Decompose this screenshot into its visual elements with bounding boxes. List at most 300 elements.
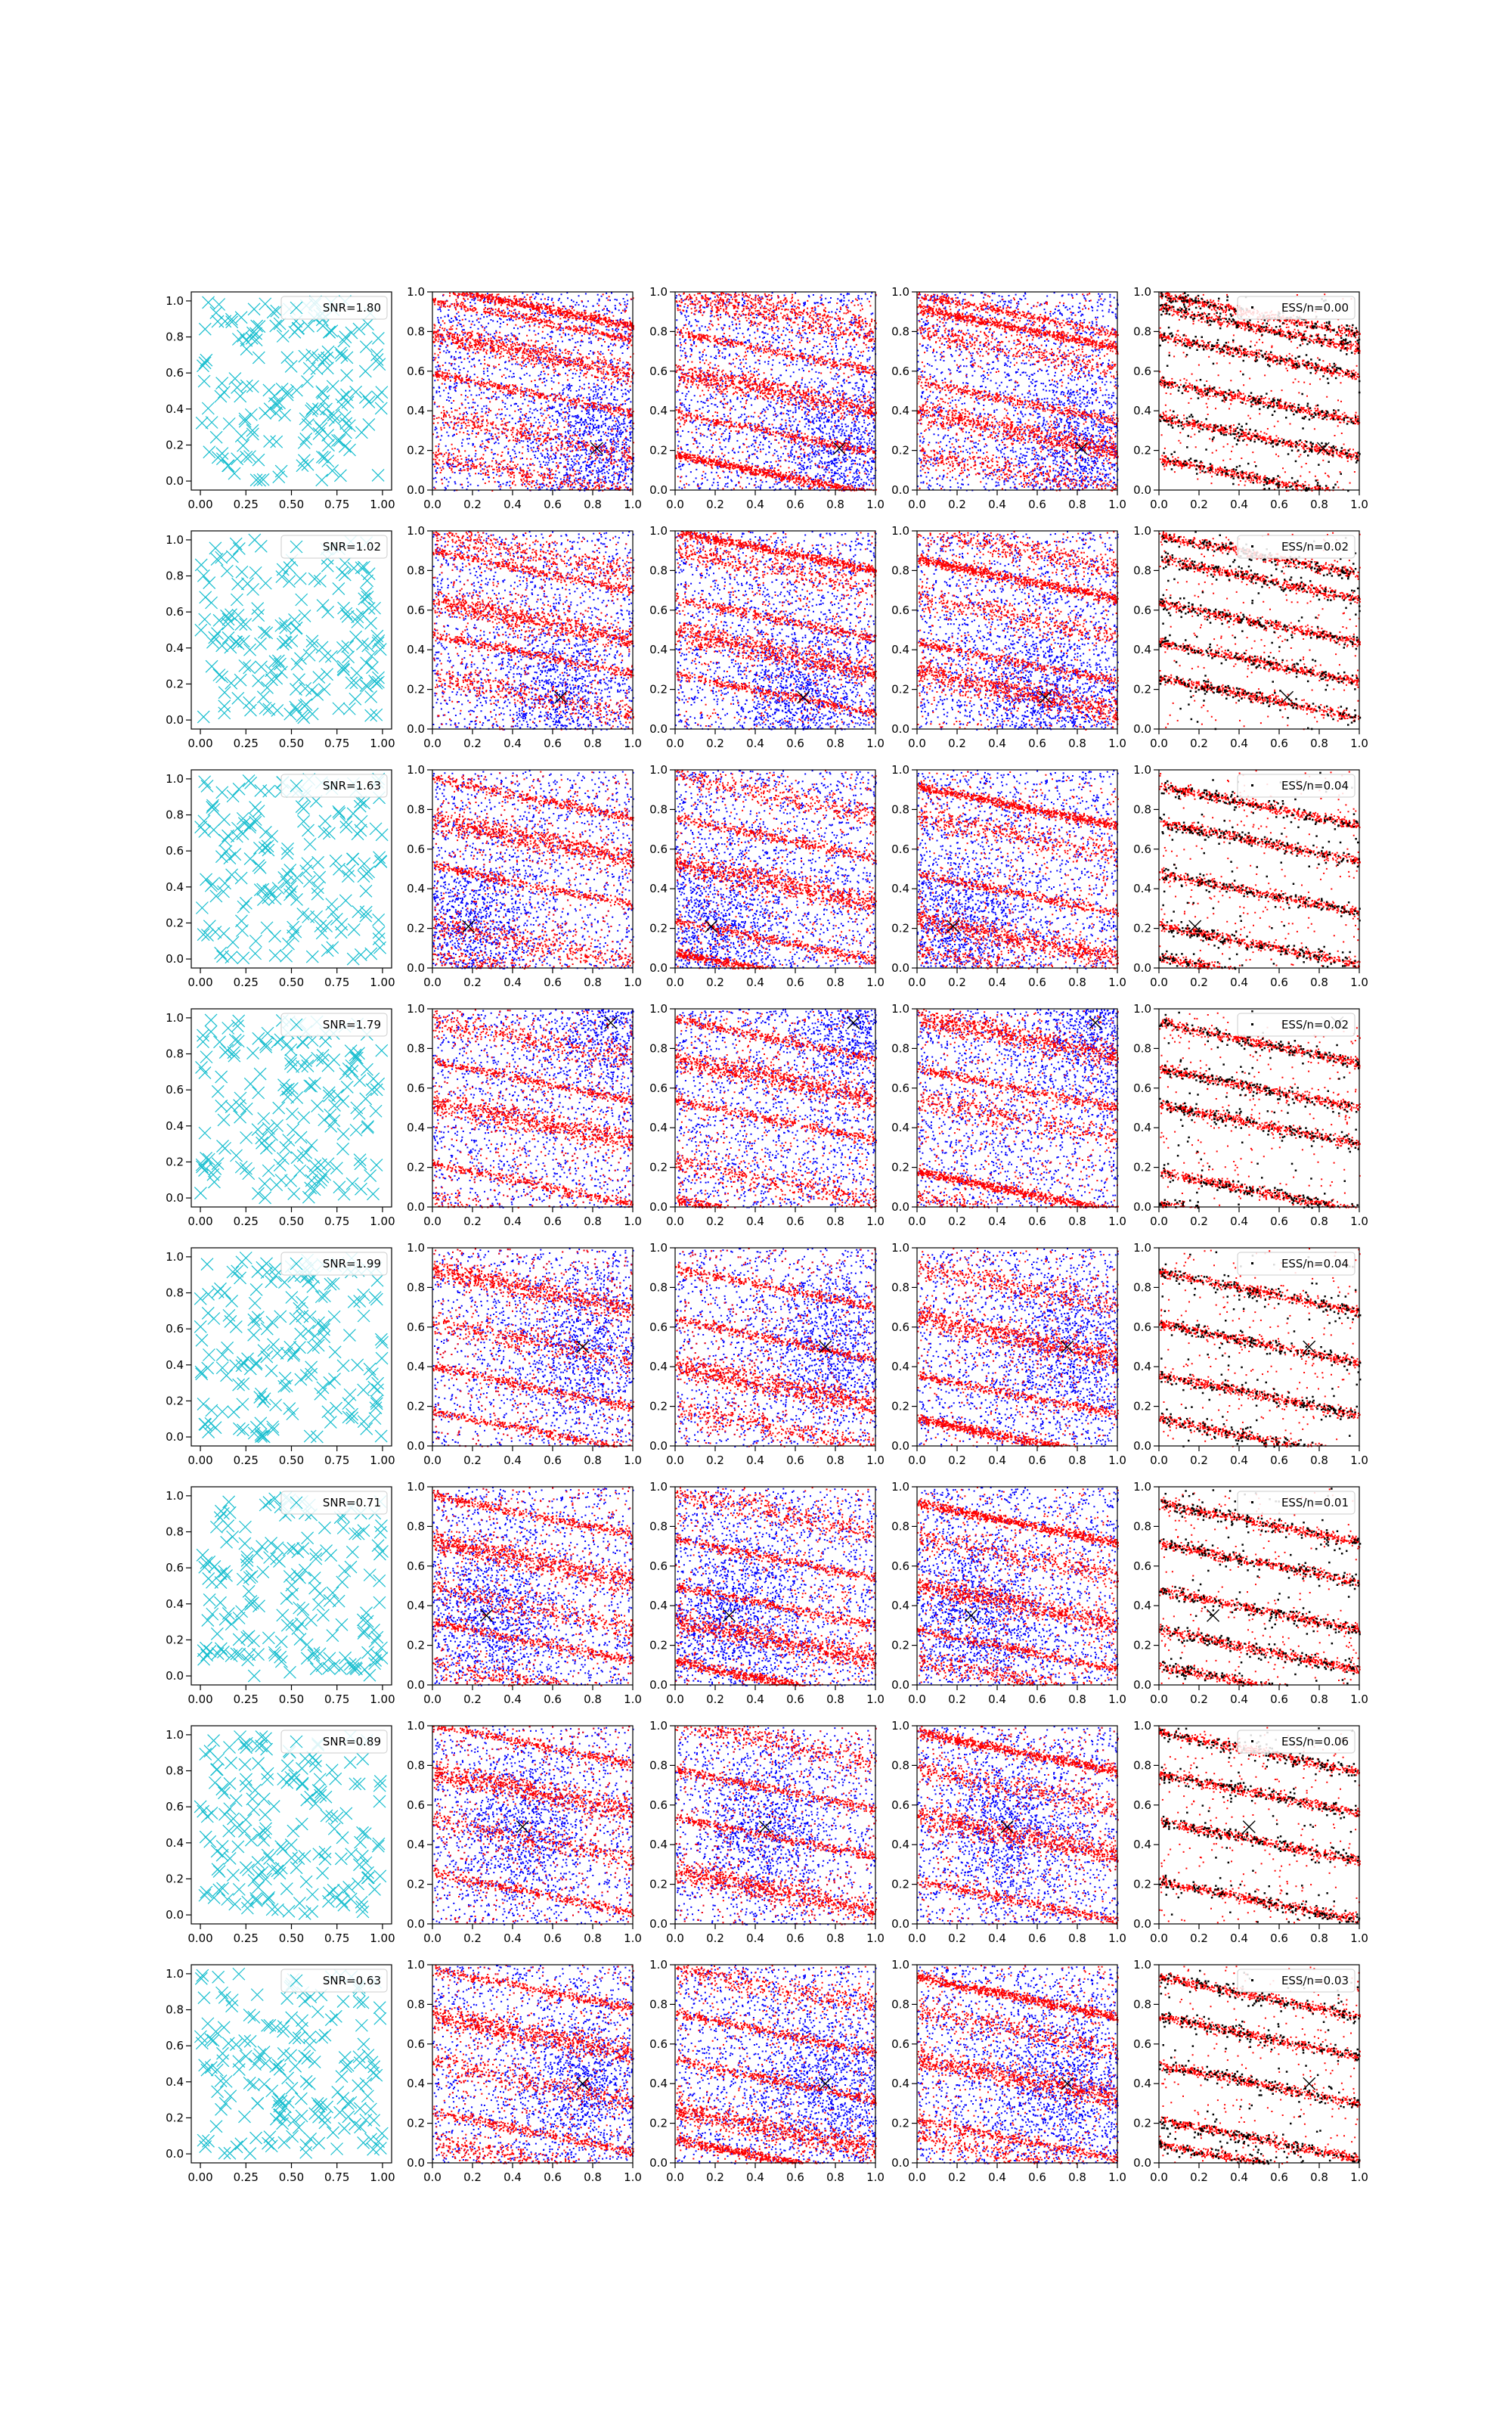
panel-r2-c3 bbox=[649, 524, 885, 750]
x-tick-label: 0.6 bbox=[1028, 1215, 1046, 1228]
panel-background bbox=[191, 1009, 392, 1207]
y-tick-label: 0.8 bbox=[1133, 1519, 1151, 1534]
y-tick-label: 0.8 bbox=[1133, 1758, 1151, 1773]
y-tick-label: 0.8 bbox=[649, 1997, 668, 2012]
x-tick-label: 0.50 bbox=[278, 1454, 305, 1467]
y-tick-label: 0.2 bbox=[891, 1160, 909, 1174]
x-tick-label: 0.6 bbox=[544, 737, 562, 750]
y-tick-label: 0.0 bbox=[407, 1678, 425, 1692]
x-tick-label: 0.4 bbox=[503, 976, 522, 989]
x-tick-label: 0.00 bbox=[187, 1692, 213, 1706]
x-tick-label: 0.0 bbox=[1150, 737, 1168, 750]
y-tick-label: 0.6 bbox=[649, 364, 668, 378]
y-tick-label: 1.0 bbox=[1133, 285, 1151, 299]
x-tick-label: 0.6 bbox=[1270, 976, 1288, 989]
y-tick-label: 0.0 bbox=[166, 713, 184, 728]
x-tick-label: 0.2 bbox=[706, 498, 724, 511]
y-tick-label: 0.8 bbox=[891, 1758, 909, 1773]
panel-r7-c1 bbox=[166, 1726, 395, 1945]
y-tick-label: 1.0 bbox=[166, 293, 184, 308]
y-tick-label: 0.8 bbox=[891, 1041, 909, 1056]
x-tick-label: 0.75 bbox=[324, 1692, 350, 1706]
x-tick-label: 1.00 bbox=[370, 1215, 395, 1228]
y-tick-label: 0.8 bbox=[649, 1280, 668, 1295]
x-tick-label: 0.8 bbox=[1310, 498, 1328, 511]
x-tick-label: 0.00 bbox=[187, 498, 213, 511]
panel-r5-c3 bbox=[649, 1241, 885, 1467]
x-tick-label: 0.6 bbox=[1270, 737, 1288, 750]
y-tick-label: 1.0 bbox=[891, 1241, 909, 1255]
y-tick-label: 0.2 bbox=[166, 2111, 184, 2125]
x-tick-label: 0.8 bbox=[826, 737, 844, 750]
y-tick-label: 0.8 bbox=[649, 563, 668, 578]
x-tick-label: 0.6 bbox=[544, 1692, 562, 1706]
x-tick-label: 0.2 bbox=[1190, 498, 1208, 511]
y-tick-label: 0.0 bbox=[649, 483, 668, 497]
y-tick-label: 0.2 bbox=[1133, 1877, 1151, 1891]
y-tick-label: 0.2 bbox=[407, 443, 425, 458]
y-tick-label: 0.4 bbox=[166, 1835, 184, 1850]
y-tick-label: 0.0 bbox=[891, 2156, 909, 2170]
x-tick-label: 0.4 bbox=[503, 1692, 522, 1706]
x-tick-label: 1.0 bbox=[1108, 1692, 1126, 1706]
y-tick-label: 0.0 bbox=[407, 722, 425, 736]
y-tick-label: 0.8 bbox=[1133, 1280, 1151, 1295]
legend-marker bbox=[1251, 1262, 1253, 1264]
y-tick-label: 0.4 bbox=[649, 1599, 668, 1613]
y-tick-label: 0.8 bbox=[166, 1525, 184, 1539]
y-tick-label: 0.2 bbox=[1133, 682, 1151, 697]
x-tick-label: 0.25 bbox=[233, 737, 259, 750]
y-tick-label: 0.2 bbox=[649, 682, 668, 697]
x-tick-label: 0.4 bbox=[1230, 1931, 1248, 1945]
y-tick-label: 0.8 bbox=[891, 1280, 909, 1295]
y-tick-label: 0.2 bbox=[649, 921, 668, 935]
y-tick-label: 0.6 bbox=[407, 364, 425, 378]
x-tick-label: 0.75 bbox=[324, 1931, 350, 1945]
x-tick-label: 0.50 bbox=[278, 1931, 305, 1945]
y-tick-label: 0.8 bbox=[649, 324, 668, 339]
y-tick-label: 1.0 bbox=[166, 1249, 184, 1264]
x-tick-label: 0.0 bbox=[1150, 1215, 1168, 1228]
panel-r7-c2 bbox=[407, 1719, 642, 1945]
x-tick-label: 0.25 bbox=[233, 2170, 259, 2184]
y-tick-label: 0.8 bbox=[891, 1519, 909, 1534]
x-tick-label: 0.8 bbox=[1068, 2170, 1086, 2184]
y-tick-label: 0.4 bbox=[649, 1360, 668, 1374]
y-tick-label: 0.6 bbox=[891, 364, 909, 378]
y-tick-label: 0.8 bbox=[1133, 802, 1151, 817]
x-tick-label: 0.2 bbox=[948, 1454, 966, 1467]
snr-legend bbox=[281, 1252, 387, 1275]
legend-label: SNR=1.79 bbox=[322, 1018, 381, 1032]
x-tick-label: 0.25 bbox=[233, 1692, 259, 1706]
y-tick-label: 1.0 bbox=[891, 1480, 909, 1494]
x-tick-label: 0.2 bbox=[948, 2170, 966, 2184]
x-tick-label: 0.4 bbox=[746, 1692, 764, 1706]
y-tick-label: 1.0 bbox=[1133, 1480, 1151, 1494]
y-tick-label: 0.8 bbox=[166, 330, 184, 344]
y-tick-label: 1.0 bbox=[649, 1002, 668, 1016]
y-tick-label: 0.4 bbox=[891, 1599, 909, 1613]
x-tick-label: 1.0 bbox=[1350, 1692, 1368, 1706]
x-tick-label: 0.0 bbox=[666, 1931, 684, 1945]
x-tick-label: 0.75 bbox=[324, 976, 350, 989]
x-tick-label: 1.0 bbox=[1108, 498, 1126, 511]
x-tick-label: 0.4 bbox=[503, 1454, 522, 1467]
x-tick-label: 0.6 bbox=[1028, 498, 1046, 511]
y-tick-label: 0.4 bbox=[166, 2074, 184, 2089]
x-tick-label: 0.2 bbox=[1190, 737, 1208, 750]
y-tick-label: 0.0 bbox=[891, 1200, 909, 1214]
x-tick-label: 0.8 bbox=[584, 2170, 602, 2184]
panel-r4-c3 bbox=[649, 1002, 885, 1228]
y-tick-label: 1.0 bbox=[407, 1241, 425, 1255]
x-tick-label: 0.0 bbox=[1150, 1931, 1168, 1945]
ess-legend bbox=[1238, 1013, 1355, 1036]
x-tick-label: 1.0 bbox=[866, 976, 885, 989]
y-tick-label: 0.4 bbox=[649, 404, 668, 418]
x-tick-label: 0.2 bbox=[706, 737, 724, 750]
legend-marker bbox=[1251, 1023, 1253, 1025]
y-tick-label: 0.4 bbox=[166, 402, 184, 416]
y-tick-label: 0.6 bbox=[166, 1561, 184, 1575]
legend-label: ESS/n=0.04 bbox=[1281, 1257, 1349, 1270]
panel-r3-c5 bbox=[1133, 763, 1368, 989]
y-tick-label: 0.4 bbox=[407, 1121, 425, 1135]
ess-legend bbox=[1238, 774, 1355, 797]
x-tick-label: 0.6 bbox=[1270, 1215, 1288, 1228]
y-tick-label: 0.8 bbox=[407, 1758, 425, 1773]
panel-r3-c4 bbox=[891, 763, 1126, 989]
y-tick-label: 0.6 bbox=[891, 1559, 909, 1573]
x-tick-label: 0.00 bbox=[187, 1454, 213, 1467]
y-tick-label: 1.0 bbox=[891, 1719, 909, 1733]
legend-label: SNR=0.63 bbox=[322, 1974, 381, 1987]
x-tick-label: 0.6 bbox=[1028, 737, 1046, 750]
y-tick-label: 0.2 bbox=[1133, 1160, 1151, 1174]
x-tick-label: 1.00 bbox=[370, 1931, 395, 1945]
y-tick-label: 1.0 bbox=[1133, 1958, 1151, 1972]
panel-r8-c3 bbox=[649, 1958, 885, 2184]
y-tick-label: 0.2 bbox=[891, 921, 909, 935]
y-tick-label: 0.4 bbox=[649, 1838, 668, 1852]
y-tick-label: 0.2 bbox=[407, 1638, 425, 1652]
y-tick-label: 0.2 bbox=[166, 1633, 184, 1647]
x-tick-label: 0.8 bbox=[1068, 1931, 1086, 1945]
x-tick-label: 0.6 bbox=[1028, 976, 1046, 989]
y-tick-label: 0.8 bbox=[1133, 1041, 1151, 1056]
y-tick-label: 1.0 bbox=[166, 532, 184, 547]
y-tick-label: 0.6 bbox=[891, 2037, 909, 2051]
panel-r1-c2 bbox=[407, 285, 642, 511]
y-tick-label: 0.8 bbox=[891, 1997, 909, 2012]
panel-background bbox=[191, 1726, 392, 1924]
y-tick-label: 1.0 bbox=[891, 763, 909, 777]
y-tick-label: 0.8 bbox=[166, 808, 184, 822]
y-tick-label: 0.0 bbox=[891, 1917, 909, 1931]
legend-label: ESS/n=0.01 bbox=[1281, 1496, 1349, 1509]
x-tick-label: 1.00 bbox=[370, 737, 395, 750]
y-tick-label: 0.4 bbox=[891, 404, 909, 418]
x-tick-label: 0.0 bbox=[1150, 498, 1168, 511]
y-tick-label: 0.0 bbox=[166, 1669, 184, 1683]
y-tick-label: 0.8 bbox=[649, 1519, 668, 1534]
y-tick-label: 0.0 bbox=[649, 2156, 668, 2170]
x-tick-label: 0.8 bbox=[1068, 498, 1086, 511]
x-tick-label: 0.2 bbox=[1190, 2170, 1208, 2184]
y-tick-label: 0.0 bbox=[649, 1917, 668, 1931]
y-tick-label: 1.0 bbox=[407, 285, 425, 299]
y-tick-label: 0.4 bbox=[166, 1357, 184, 1372]
y-tick-label: 0.0 bbox=[407, 1439, 425, 1453]
x-tick-label: 0.2 bbox=[463, 737, 482, 750]
x-tick-label: 0.8 bbox=[826, 976, 844, 989]
x-tick-label: 0.0 bbox=[908, 1454, 926, 1467]
y-tick-label: 0.2 bbox=[1133, 1638, 1151, 1652]
y-tick-label: 0.8 bbox=[407, 1519, 425, 1534]
x-tick-label: 0.0 bbox=[423, 2170, 442, 2184]
panel-background bbox=[1159, 1726, 1359, 1924]
y-tick-label: 0.2 bbox=[407, 682, 425, 697]
x-tick-label: 0.2 bbox=[706, 1692, 724, 1706]
y-tick-label: 0.0 bbox=[891, 1439, 909, 1453]
y-tick-label: 0.0 bbox=[1133, 483, 1151, 497]
y-tick-label: 0.2 bbox=[649, 1399, 668, 1413]
x-tick-label: 0.2 bbox=[463, 498, 482, 511]
panel-r6-c5 bbox=[1133, 1480, 1368, 1706]
y-tick-label: 0.6 bbox=[891, 603, 909, 617]
y-tick-label: 0.6 bbox=[891, 1798, 909, 1812]
x-tick-label: 0.6 bbox=[1028, 1931, 1046, 1945]
x-tick-label: 0.2 bbox=[463, 2170, 482, 2184]
x-tick-label: 1.0 bbox=[866, 498, 885, 511]
x-tick-label: 0.2 bbox=[1190, 1931, 1208, 1945]
snr-legend bbox=[281, 1730, 387, 1753]
y-tick-label: 0.0 bbox=[1133, 722, 1151, 736]
x-tick-label: 1.00 bbox=[370, 2170, 395, 2184]
y-tick-label: 0.8 bbox=[1133, 324, 1151, 339]
x-tick-label: 0.2 bbox=[948, 1692, 966, 1706]
legend-marker bbox=[1251, 784, 1253, 786]
y-tick-label: 0.0 bbox=[407, 1200, 425, 1214]
x-tick-label: 1.0 bbox=[866, 2170, 885, 2184]
panel-r4-c5 bbox=[1133, 1002, 1368, 1228]
y-tick-label: 0.0 bbox=[1133, 1200, 1151, 1214]
x-tick-label: 0.6 bbox=[544, 1454, 562, 1467]
x-tick-label: 0.4 bbox=[988, 1215, 1006, 1228]
panel-r1-c1 bbox=[166, 292, 395, 511]
y-tick-label: 0.6 bbox=[407, 1081, 425, 1095]
x-tick-label: 0.50 bbox=[278, 2170, 305, 2184]
x-tick-label: 0.8 bbox=[584, 1692, 602, 1706]
y-tick-label: 0.6 bbox=[166, 366, 184, 380]
y-tick-label: 0.0 bbox=[891, 961, 909, 975]
x-tick-label: 0.6 bbox=[1270, 498, 1288, 511]
x-tick-label: 1.0 bbox=[624, 1454, 642, 1467]
y-tick-label: 0.6 bbox=[166, 844, 184, 858]
x-tick-label: 0.8 bbox=[1068, 1215, 1086, 1228]
panel-r1-c5 bbox=[1133, 285, 1368, 511]
y-tick-label: 0.4 bbox=[166, 880, 184, 894]
x-tick-label: 0.2 bbox=[948, 498, 966, 511]
y-tick-label: 1.0 bbox=[891, 1002, 909, 1016]
y-tick-label: 0.4 bbox=[1133, 1838, 1151, 1852]
y-tick-label: 1.0 bbox=[649, 1480, 668, 1494]
y-tick-label: 0.2 bbox=[649, 1160, 668, 1174]
x-tick-label: 0.4 bbox=[503, 737, 522, 750]
y-tick-label: 0.0 bbox=[166, 2147, 184, 2161]
x-tick-label: 0.4 bbox=[503, 2170, 522, 2184]
panel-r3-c2 bbox=[407, 763, 642, 989]
x-tick-label: 0.0 bbox=[666, 1215, 684, 1228]
x-tick-label: 0.00 bbox=[187, 1931, 213, 1945]
y-tick-label: 0.0 bbox=[407, 1917, 425, 1931]
x-tick-label: 0.25 bbox=[233, 1454, 259, 1467]
y-tick-label: 0.0 bbox=[891, 722, 909, 736]
x-tick-label: 0.0 bbox=[666, 498, 684, 511]
x-tick-label: 0.6 bbox=[544, 498, 562, 511]
y-tick-label: 0.4 bbox=[1133, 2077, 1151, 2091]
panel-r1-c4 bbox=[891, 285, 1126, 511]
y-tick-label: 0.6 bbox=[1133, 1559, 1151, 1573]
y-tick-label: 0.4 bbox=[407, 2077, 425, 2091]
y-tick-label: 0.2 bbox=[891, 682, 909, 697]
x-tick-label: 0.6 bbox=[1028, 2170, 1046, 2184]
y-tick-label: 0.6 bbox=[166, 1083, 184, 1097]
y-tick-label: 0.2 bbox=[1133, 2116, 1151, 2130]
y-tick-label: 0.8 bbox=[166, 1047, 184, 1061]
y-tick-label: 0.6 bbox=[1133, 603, 1151, 617]
x-tick-label: 0.4 bbox=[1230, 1692, 1248, 1706]
y-tick-label: 0.6 bbox=[1133, 2037, 1151, 2051]
y-tick-label: 0.2 bbox=[891, 2116, 909, 2130]
x-tick-label: 1.0 bbox=[1350, 498, 1368, 511]
y-tick-label: 1.0 bbox=[649, 1241, 668, 1255]
y-tick-label: 0.2 bbox=[166, 677, 184, 691]
x-tick-label: 1.00 bbox=[370, 1454, 395, 1467]
x-tick-label: 0.0 bbox=[666, 1692, 684, 1706]
legend-marker bbox=[1251, 1979, 1253, 1981]
y-tick-label: 0.4 bbox=[407, 1360, 425, 1374]
x-tick-label: 0.2 bbox=[463, 1692, 482, 1706]
panel-r6-c1 bbox=[166, 1487, 395, 1706]
y-tick-label: 0.8 bbox=[166, 569, 184, 583]
x-tick-label: 0.0 bbox=[1150, 976, 1168, 989]
y-tick-label: 0.2 bbox=[407, 921, 425, 935]
x-tick-label: 1.0 bbox=[1350, 2170, 1368, 2184]
x-tick-label: 0.4 bbox=[746, 2170, 764, 2184]
x-tick-label: 0.0 bbox=[908, 976, 926, 989]
x-tick-label: 1.00 bbox=[370, 976, 395, 989]
panel-r3-c3 bbox=[649, 763, 885, 989]
x-tick-label: 0.4 bbox=[746, 1931, 764, 1945]
y-tick-label: 0.6 bbox=[407, 842, 425, 856]
ess-legend bbox=[1238, 1969, 1355, 1992]
y-tick-label: 0.4 bbox=[649, 643, 668, 657]
y-tick-label: 1.0 bbox=[407, 763, 425, 777]
x-tick-label: 0.50 bbox=[278, 498, 305, 511]
snr-legend bbox=[281, 1969, 387, 1992]
y-tick-label: 0.2 bbox=[407, 1399, 425, 1413]
y-tick-label: 0.0 bbox=[891, 1678, 909, 1692]
y-tick-label: 0.8 bbox=[891, 802, 909, 817]
x-tick-label: 0.0 bbox=[1150, 2170, 1168, 2184]
y-tick-label: 0.2 bbox=[407, 2116, 425, 2130]
y-tick-label: 0.2 bbox=[166, 1394, 184, 1408]
panel-r6-c4 bbox=[891, 1480, 1126, 1706]
x-tick-label: 1.0 bbox=[624, 498, 642, 511]
y-tick-label: 1.0 bbox=[649, 285, 668, 299]
x-tick-label: 0.8 bbox=[1310, 1215, 1328, 1228]
x-tick-label: 0.6 bbox=[1270, 1692, 1288, 1706]
x-tick-label: 1.00 bbox=[370, 1692, 395, 1706]
y-tick-label: 0.2 bbox=[649, 2116, 668, 2130]
x-tick-label: 0.2 bbox=[463, 976, 482, 989]
y-tick-label: 1.0 bbox=[891, 524, 909, 538]
x-tick-label: 1.0 bbox=[866, 1454, 885, 1467]
y-tick-label: 0.6 bbox=[891, 1081, 909, 1095]
x-tick-label: 0.6 bbox=[786, 1215, 804, 1228]
x-tick-label: 0.4 bbox=[746, 737, 764, 750]
x-tick-label: 0.0 bbox=[1150, 1454, 1168, 1467]
panel-r5-c2 bbox=[407, 1241, 642, 1467]
y-tick-label: 0.6 bbox=[649, 1320, 668, 1334]
x-tick-label: 0.6 bbox=[786, 976, 804, 989]
x-tick-label: 0.4 bbox=[503, 1931, 522, 1945]
y-tick-label: 0.0 bbox=[649, 722, 668, 736]
x-tick-label: 0.8 bbox=[1310, 1692, 1328, 1706]
panel-background bbox=[675, 1726, 875, 1924]
x-tick-label: 1.0 bbox=[866, 1215, 885, 1228]
y-tick-label: 0.8 bbox=[1133, 1997, 1151, 2012]
y-tick-label: 0.0 bbox=[166, 474, 184, 489]
x-tick-label: 0.6 bbox=[544, 1215, 562, 1228]
y-tick-label: 0.0 bbox=[1133, 2156, 1151, 2170]
x-tick-label: 0.0 bbox=[666, 2170, 684, 2184]
snr-legend bbox=[281, 774, 387, 797]
x-tick-label: 0.0 bbox=[908, 737, 926, 750]
y-tick-label: 0.0 bbox=[649, 1678, 668, 1692]
x-tick-label: 1.0 bbox=[624, 1692, 642, 1706]
y-tick-label: 1.0 bbox=[1133, 763, 1151, 777]
y-tick-label: 0.8 bbox=[407, 1997, 425, 2012]
x-tick-label: 0.8 bbox=[826, 1215, 844, 1228]
x-tick-label: 0.8 bbox=[584, 498, 602, 511]
legend-label: SNR=1.80 bbox=[322, 301, 381, 315]
y-tick-label: 0.8 bbox=[407, 802, 425, 817]
y-tick-label: 0.6 bbox=[407, 2037, 425, 2051]
y-tick-label: 0.0 bbox=[1133, 1678, 1151, 1692]
y-tick-label: 0.6 bbox=[407, 1320, 425, 1334]
x-tick-label: 0.4 bbox=[746, 1215, 764, 1228]
x-tick-label: 0.8 bbox=[584, 1931, 602, 1945]
legend-label: SNR=0.89 bbox=[322, 1735, 381, 1748]
y-tick-label: 0.0 bbox=[407, 961, 425, 975]
legend-marker bbox=[1251, 545, 1253, 548]
y-tick-label: 0.2 bbox=[649, 1877, 668, 1891]
y-tick-label: 0.2 bbox=[891, 1399, 909, 1413]
x-tick-label: 0.4 bbox=[988, 1931, 1006, 1945]
y-tick-label: 0.4 bbox=[1133, 1360, 1151, 1374]
x-tick-label: 1.0 bbox=[1108, 1215, 1126, 1228]
y-tick-label: 0.4 bbox=[1133, 404, 1151, 418]
y-tick-label: 0.0 bbox=[1133, 1439, 1151, 1453]
y-tick-label: 0.6 bbox=[891, 1320, 909, 1334]
x-tick-label: 0.2 bbox=[1190, 976, 1208, 989]
legend-label: ESS/n=0.00 bbox=[1281, 301, 1349, 315]
x-tick-label: 0.2 bbox=[1190, 1215, 1208, 1228]
